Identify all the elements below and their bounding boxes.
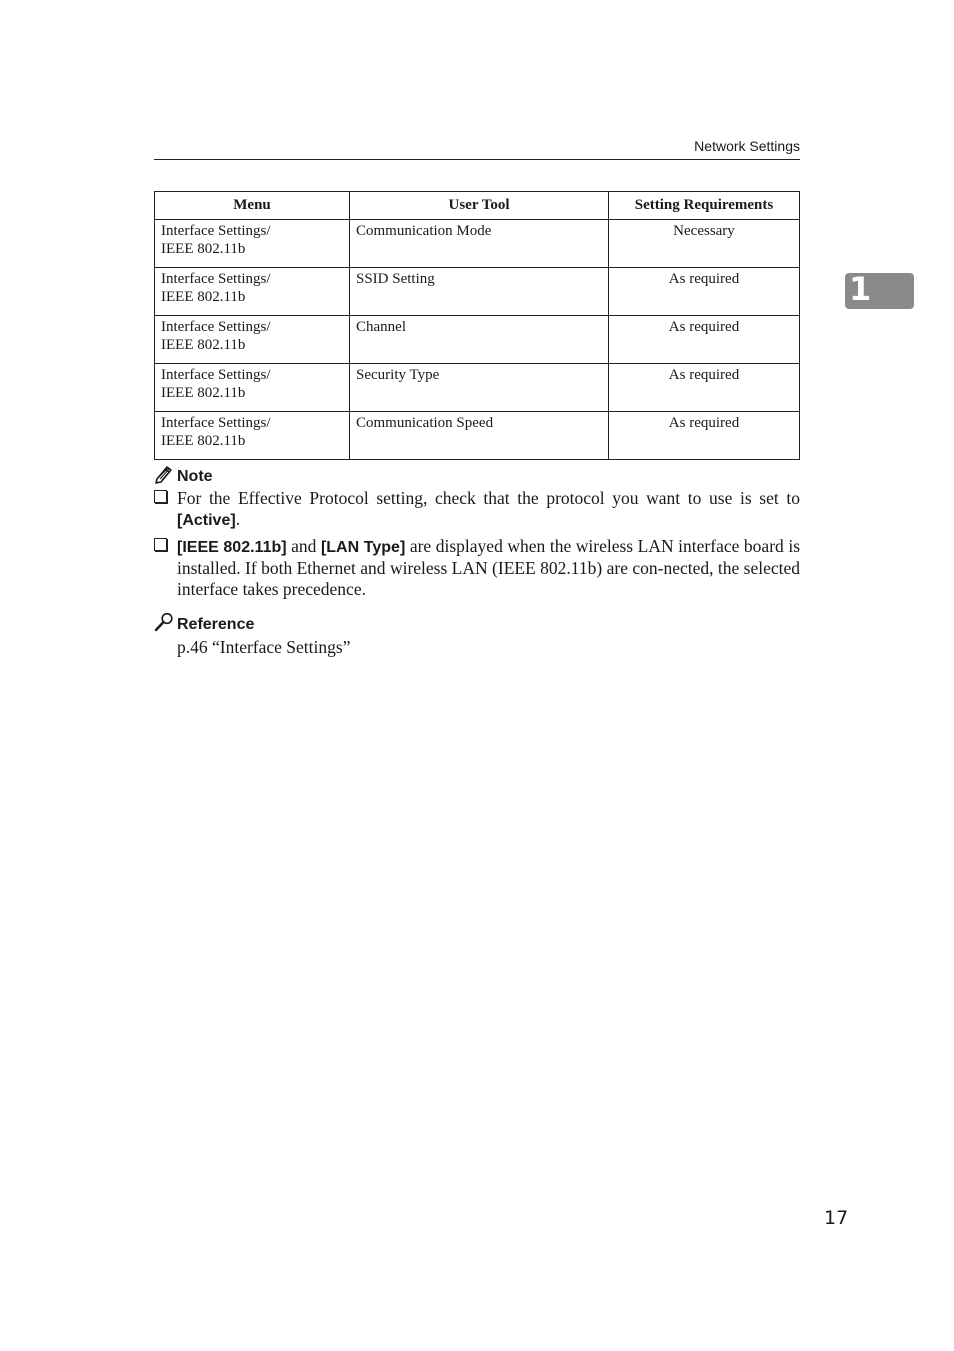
- settings-table: [154, 191, 800, 460]
- requirement-cell: As required: [609, 412, 800, 460]
- note-item-text: [177, 488, 800, 531]
- page-header: [154, 138, 800, 160]
- reference-heading-text: Reference: [177, 616, 255, 633]
- ui-label: [Active]: [177, 512, 236, 529]
- column-header-menu: Menu: [155, 192, 350, 220]
- table-header-row: [155, 192, 800, 220]
- menu-line: Interface Settings/: [161, 223, 271, 239]
- note-item: [154, 536, 800, 600]
- header-title: Network Settings: [694, 138, 800, 154]
- requirement-cell: As required: [609, 364, 800, 412]
- requirement-cell: Necessary: [609, 220, 800, 268]
- menu-cell: [155, 316, 350, 364]
- pencil-icon: [154, 464, 174, 484]
- magnifier-icon: [154, 612, 174, 632]
- requirement-cell: As required: [609, 268, 800, 316]
- text-segment: and: [286, 536, 321, 556]
- menu-cell: [155, 268, 350, 316]
- table-row: [155, 364, 800, 412]
- text-segment: are displayed when the wireless LAN interface board is installed. If both Ethernet and wireless LAN (IEEE 802.11b) are con-nected, the selected interface takes precedence.: [177, 536, 800, 599]
- text-segment: For the Effective Protocol setting, check that the protocol you want to use is set to: [177, 488, 800, 508]
- text-segment: .: [235, 509, 241, 529]
- menu-cell: [155, 364, 350, 412]
- reference-link[interactable]: p.46 “Interface Settings”: [177, 637, 351, 657]
- note-heading: [154, 464, 213, 486]
- menu-line: IEEE 802.11b: [161, 289, 246, 305]
- checkbox-bullet-icon: [154, 490, 167, 503]
- menu-line: Interface Settings/: [161, 271, 271, 287]
- user-tool-cell: Communication Speed: [350, 412, 609, 460]
- user-tool-cell: Channel: [350, 316, 609, 364]
- user-tool-cell: SSID Setting: [350, 268, 609, 316]
- menu-line: Interface Settings/: [161, 415, 271, 431]
- ui-label: [IEEE 802.11b]: [177, 539, 287, 556]
- checkbox-bullet-icon: [154, 538, 167, 551]
- column-header-user-tool: User Tool: [350, 192, 609, 220]
- table-row: [155, 316, 800, 364]
- chapter-tab: [845, 270, 914, 309]
- page-number: 17: [824, 1207, 849, 1229]
- menu-cell: [155, 412, 350, 460]
- note-item: [154, 488, 800, 531]
- requirement-cell: As required: [609, 316, 800, 364]
- chapter-number: 1: [849, 270, 872, 308]
- reference-heading: [154, 612, 254, 634]
- column-header-setting-requirements: Setting Requirements: [609, 192, 800, 220]
- menu-line: IEEE 802.11b: [161, 337, 246, 353]
- menu-line: IEEE 802.11b: [161, 241, 246, 257]
- ui-label: [LAN Type]: [320, 539, 406, 556]
- note-item-text: [177, 536, 800, 600]
- note-heading-text: Note: [177, 468, 213, 485]
- table-row: [155, 268, 800, 316]
- menu-line: Interface Settings/: [161, 319, 271, 335]
- menu-line: Interface Settings/: [161, 367, 271, 383]
- table-row: [155, 412, 800, 460]
- menu-cell: [155, 220, 350, 268]
- table-row: [155, 220, 800, 268]
- user-tool-cell: Security Type: [350, 364, 609, 412]
- user-tool-cell: Communication Mode: [350, 220, 609, 268]
- menu-line: IEEE 802.11b: [161, 385, 246, 401]
- menu-line: IEEE 802.11b: [161, 433, 246, 449]
